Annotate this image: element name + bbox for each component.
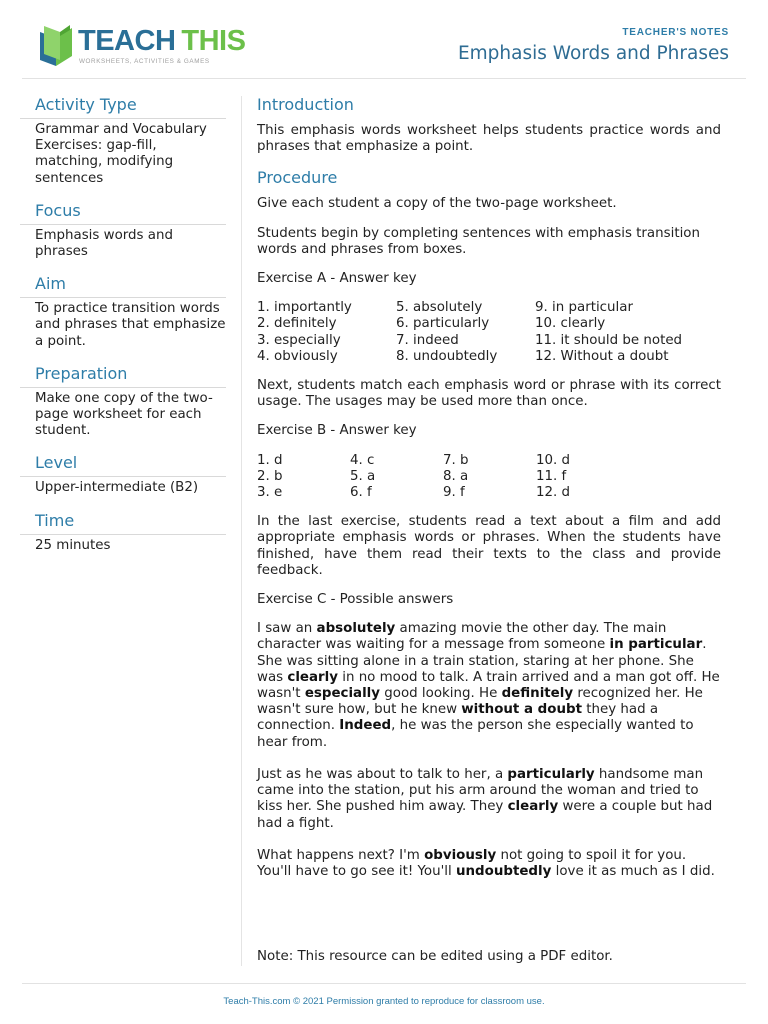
logo-this: THIS	[181, 25, 246, 57]
exercise-a-answer: 2. definitely	[257, 316, 337, 332]
emphasis-word: in particular	[609, 637, 703, 653]
emphasis-word: especially	[304, 686, 381, 702]
procedure-step-3: Next, students match each emphasis word or phrase with its correct usage. The usages may be used more than once.	[257, 378, 721, 410]
story-text: not going to spoil it for you. You'll have to go see it! You'll	[257, 847, 687, 879]
procedure-step-4: In the last exercise, students read a text about a film and add appropriate emphasis words or phrases. When the students have finished, have them read their texts to the class and provide feedback.	[257, 514, 721, 578]
book-icon	[36, 24, 76, 68]
exercise-a-answer: 8. undoubtedly	[396, 348, 498, 364]
preparation-heading: Preparation	[20, 364, 226, 388]
aim-heading: Aim	[20, 274, 226, 298]
emphasis-word: clearly	[507, 799, 559, 815]
activity-type-heading: Activity Type	[20, 95, 226, 119]
story-text: in no mood to talk. A train arrived and a man got off. He wasn't	[257, 669, 720, 702]
exercise-a-answer-key	[257, 300, 721, 365]
procedure-step-1: Give each student a copy of the two-page worksheet.	[257, 196, 617, 212]
emphasis-word: obviously	[424, 847, 497, 863]
level-section	[20, 453, 226, 496]
exercise-b-answer: 11. f	[536, 468, 567, 484]
emphasis-word: without a doubt	[461, 702, 582, 718]
exercise-a-answer: 5. absolutely	[396, 300, 483, 316]
exercise-b-answer: 1. d	[257, 452, 283, 468]
exercise-a-label: Exercise A - Answer key	[257, 271, 417, 287]
exercise-a-answer: 3. especially	[257, 332, 341, 348]
story-text: . She was sitting alone in a train station, staring at her phone. She was	[257, 637, 707, 685]
procedure-heading: Procedure	[257, 168, 338, 188]
level-text: Upper-intermediate (B2)	[35, 480, 199, 496]
emphasis-word: absolutely	[316, 621, 396, 637]
story-text: recognized her. He wasn't sure how, but he knew	[257, 686, 703, 718]
exercise-b-answer: 5. a	[350, 468, 376, 484]
logo-teach: TEACH	[78, 25, 176, 57]
emphasis-word: particularly	[507, 766, 595, 782]
preparation-text: Make one copy of the two-page worksheet for each student.	[35, 390, 213, 439]
document-title: Emphasis Words and Phrases	[457, 43, 729, 64]
exercise-b-answer: 4. c	[350, 452, 375, 468]
header-divider	[22, 78, 746, 79]
main-content	[257, 95, 721, 896]
emphasis-word: undoubtedly	[455, 863, 552, 879]
exercise-b-answer: 10. d	[536, 452, 571, 468]
page-header	[0, 0, 768, 78]
story-text: amazing movie the other day. The main character was waiting for a message from someone	[257, 621, 667, 653]
introduction-heading: Introduction	[257, 95, 354, 114]
aim-text: To practice transition words and phrases that emphasize a point.	[35, 301, 226, 349]
story-paragraph	[257, 621, 721, 751]
exercise-c-label: Exercise C - Possible answers	[257, 592, 454, 608]
story-text: What happens next? I'm	[257, 847, 425, 863]
emphasis-word: clearly	[287, 669, 338, 685]
exercise-b-answer: 12. d	[536, 485, 571, 501]
exercise-b-answer: 2. b	[257, 468, 283, 484]
emphasis-word: Indeed	[339, 718, 392, 734]
exercise-b-answer: 6. f	[350, 485, 372, 501]
exercise-b-answer: 7. b	[443, 452, 469, 468]
story-text: handsome man came into the station, put his arm around the woman and tried to kiss her. She pushed him away. They	[257, 766, 704, 815]
time-heading: Time	[20, 511, 226, 535]
column-divider	[241, 96, 242, 966]
logo-tagline: WORKSHEETS, ACTIVITIES & GAMES	[79, 58, 210, 65]
teachers-notes-label: TEACHER'S NOTES	[622, 27, 729, 38]
activity-type-text: Grammar and Vocabulary Exercises: gap-fill, matching, modifying sentences	[35, 122, 207, 186]
exercise-c-story	[257, 621, 721, 880]
story-text: Just as he was about to talk to her, a	[257, 766, 508, 782]
logo-wordmark	[78, 24, 245, 58]
time-section	[20, 511, 226, 554]
story-text: I saw an	[257, 621, 317, 637]
exercise-a-answer: 7. indeed	[396, 332, 459, 348]
aim-section	[20, 274, 226, 350]
exercise-b-answer: 3. e	[257, 485, 283, 501]
time-text: 25 minutes	[35, 537, 111, 553]
story-text: love it as much as I did.	[551, 863, 715, 879]
emphasis-word: definitely	[501, 686, 574, 702]
teach-this-logo	[36, 24, 246, 70]
focus-text: Emphasis words and phrases	[35, 227, 173, 260]
activity-type-section	[20, 95, 226, 187]
exercise-b-answer-key	[257, 453, 721, 502]
footer-divider	[22, 983, 746, 984]
story-paragraph	[257, 767, 721, 832]
focus-heading: Focus	[20, 201, 226, 225]
sidebar	[20, 95, 226, 568]
exercise-a-answer: 10. clearly	[535, 316, 606, 332]
introduction-text: This emphasis words worksheet helps students practice words and phrases that emphasize a point.	[257, 123, 721, 155]
exercise-a-answer: 4. obviously	[257, 348, 338, 364]
exercise-a-answer: 11. it should be noted	[535, 332, 683, 348]
preparation-section	[20, 364, 226, 440]
exercise-a-answer: 6. particularly	[396, 316, 490, 332]
exercise-b-answer: 9. f	[443, 485, 465, 501]
story-text: were a couple but had had a fight.	[257, 799, 713, 831]
editing-note: Note: This resource can be edited using a PDF editor.	[257, 949, 613, 964]
focus-section	[20, 201, 226, 260]
story-paragraph	[257, 848, 721, 880]
story-text: they had a connection.	[257, 702, 659, 734]
exercise-a-answer: 1. importantly	[257, 300, 352, 316]
exercise-a-answer: 9. in particular	[535, 300, 633, 316]
exercise-b-label: Exercise B - Answer key	[257, 423, 417, 439]
exercise-b-answer: 8. a	[443, 468, 469, 484]
procedure-step-2: Students begin by completing sentences with emphasis transition words and phrases from boxes.	[257, 225, 700, 257]
footer-copyright: Teach-This.com © 2021 Permission granted to reproduce for classroom use.	[223, 996, 545, 1007]
story-text: good looking. He	[380, 686, 502, 702]
story-text: , he was the person she especially wanted to hear from.	[257, 718, 694, 750]
exercise-a-answer: 12. Without a doubt	[535, 348, 669, 364]
level-heading: Level	[20, 453, 226, 477]
